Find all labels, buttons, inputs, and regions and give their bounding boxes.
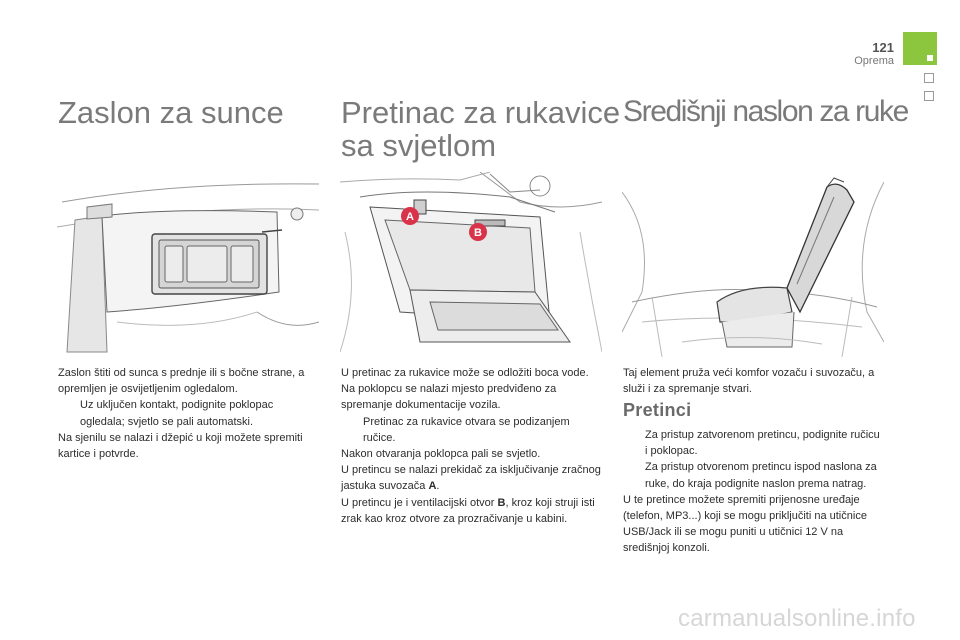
armrest-paragraph: U te pretince možete spremiti prijenosne uređaje (telefon, MP3...) koji se mogu priključiti na utičnice USB/Jack ili se mogu puniti u utičnici 12 V na središnjoj konzoli. bbox=[623, 493, 867, 555]
glovebox-text bbox=[341, 365, 603, 527]
armrest-bullet-text: Za pristup zatvorenom pretincu, podignite ručicu i poklopac. bbox=[645, 429, 880, 458]
sun-visor-illustration bbox=[57, 172, 319, 357]
glovebox-paragraph: Na poklopcu se nalazi mjesto predviđeno za spremanje dokumentacije vozila. bbox=[341, 383, 557, 412]
armrest-illustration bbox=[622, 172, 884, 357]
sun-visor-bullet bbox=[58, 397, 320, 429]
glovebox-paragraph-vent: U pretincu je i ventilacijski otvor B, kroz koji struji isti zrak kao kroz otvore za prozračivanje u kabini. bbox=[341, 496, 595, 525]
glovebox-bullet-text: Pretinac za rukavice otvara se podizanjem ručice. bbox=[363, 415, 570, 444]
armrest-title: Središnji naslon za ruke bbox=[623, 95, 908, 128]
glovebox-bullet bbox=[341, 414, 603, 446]
callout-label-b: B bbox=[474, 227, 482, 239]
glovebox-paragraph: U pretinac za rukavice može se odložiti boca vode. bbox=[341, 367, 589, 379]
page-number: 121 bbox=[872, 40, 894, 55]
compartments-subtitle: Pretinci bbox=[623, 400, 692, 420]
glovebox-paragraph: Nakon otvaranja poklopca pali se svjetlo. bbox=[341, 448, 541, 461]
armrest-bullet-text: Za pristup otvorenom pretincu ispod naslona za ruke, do kraja podignite naslon prema natrag. bbox=[645, 461, 877, 490]
sun-visor-bullet-text: Uz uključen kontakt, podignite poklopac ogledala; svjetlo se pali automatski. bbox=[80, 399, 274, 428]
armrest-bullet bbox=[623, 427, 885, 459]
sun-visor-paragraph: Zaslon štiti od sunca s prednje ili s bočne strane, a opremljen je osvijetljenim ogledalom. bbox=[58, 367, 305, 396]
armrest-bullet bbox=[623, 459, 885, 491]
glovebox-paragraph-airbag: U pretincu se nalazi prekidač za isključivanje zračnog jastuka suvozača A. bbox=[341, 464, 601, 493]
watermark: carmanualsonline.info bbox=[678, 605, 916, 632]
armrest-intro bbox=[623, 365, 885, 397]
section-tab[interactable] bbox=[924, 91, 934, 101]
sun-visor-text bbox=[58, 365, 320, 462]
sun-visor-title: Zaslon za sunce bbox=[58, 95, 284, 130]
section-tab-active[interactable] bbox=[903, 32, 937, 65]
callout-label-a: A bbox=[406, 211, 414, 223]
section-name: Oprema bbox=[854, 55, 894, 67]
armrest-text bbox=[623, 427, 885, 557]
glovebox-title: Pretinac za rukavice sa svjetlom bbox=[341, 95, 621, 164]
sun-visor-paragraph: Na sjenilu se nalazi i džepić u koji možete spremiti kartice i potvrde. bbox=[58, 431, 303, 461]
section-tab[interactable] bbox=[924, 73, 934, 83]
armrest-paragraph: Taj element pruža veći komfor vozaču i suvozaču, a služi i za spremanje stvari. bbox=[623, 367, 875, 396]
glovebox-illustration bbox=[340, 172, 602, 357]
